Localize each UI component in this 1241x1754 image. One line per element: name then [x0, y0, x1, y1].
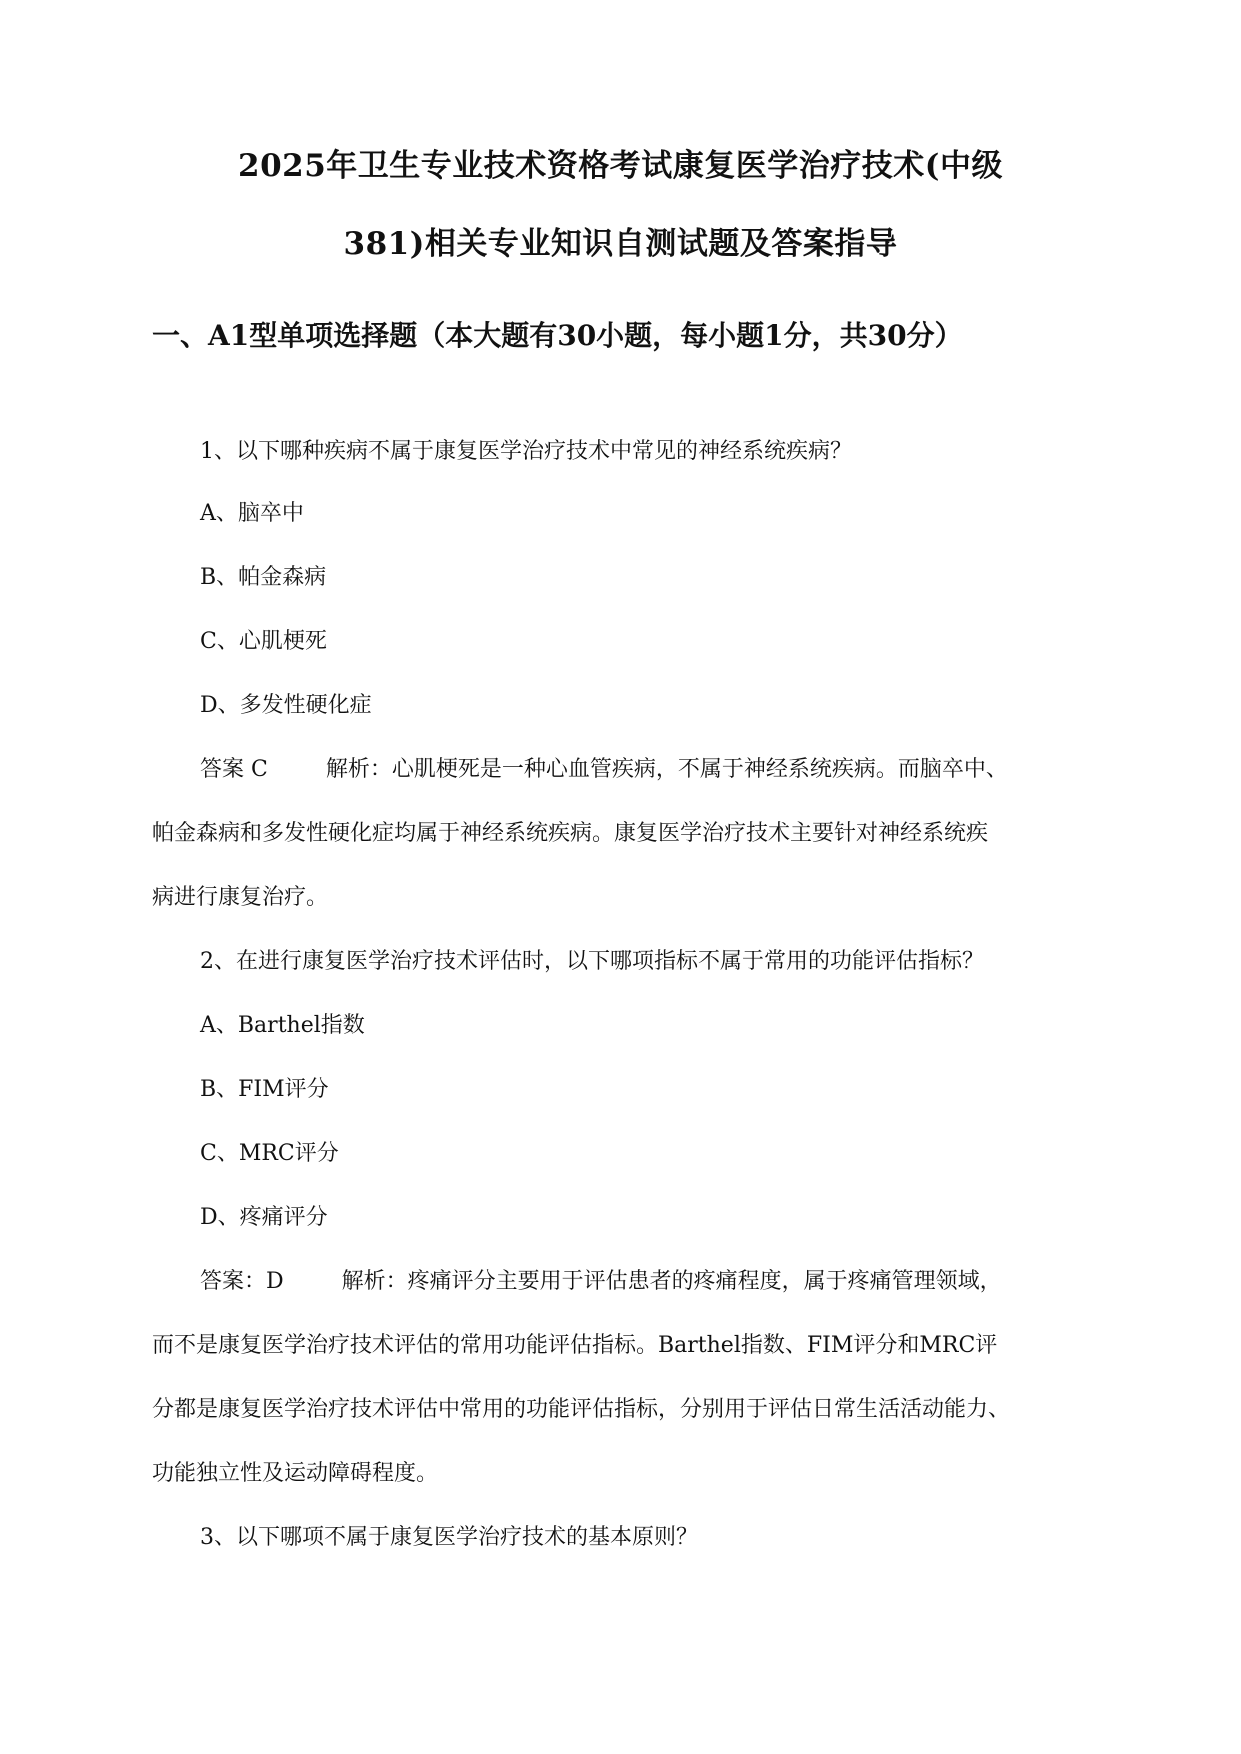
question-1-option-c: C、心肌梗死	[200, 629, 327, 654]
section-heading: 一、A1型单项选择题（本大题有30小题，每小题1分，共30分）	[152, 319, 963, 352]
question-3-stem: 3、以下哪项不属于康复医学治疗技术的基本原则？	[200, 1525, 698, 1550]
question-1-answer-line	[200, 759, 1008, 781]
question-2-option-b: B、FIM评分	[200, 1077, 329, 1102]
question-2-explanation-3: 分都是康复医学治疗技术评估中常用的功能评估指标，分别用于评估日常生活活动能力、	[152, 1397, 1011, 1422]
question-1-option-b: B、帕金森病	[200, 565, 327, 590]
question-1-stem: 1、以下哪种疾病不属于康复医学治疗技术中常见的神经系统疾病？	[200, 439, 852, 464]
question-1-explanation-2: 帕金森病和多发性硬化症均属于神经系统疾病。康复医学治疗技术主要针对神经系统疾	[152, 821, 989, 846]
question-1-option-d: D、多发性硬化症	[200, 693, 372, 718]
document-title-line-2: 381)相关专业知识自测试题及答案指导	[343, 226, 898, 262]
question-2-option-d: D、疼痛评分	[200, 1205, 328, 1230]
question-1-explanation-1: 解析：心肌梗死是一种心血管疾病，不属于神经系统疾病。而脑卒中、	[325, 757, 1008, 782]
question-2-explanation-4: 功能独立性及运动障碍程度。	[152, 1461, 439, 1486]
question-2-option-a: A、Barthel指数	[200, 1013, 365, 1038]
document-title-line-1: 2025年卫生专业技术资格考试康复医学治疗技术(中级	[238, 148, 1003, 184]
question-2-option-c: C、MRC评分	[200, 1141, 339, 1166]
question-1-explanation-3: 病进行康复治疗。	[152, 885, 329, 910]
question-1-option-a: A、脑卒中	[200, 501, 304, 526]
question-2-stem: 2、在进行康复医学治疗技术评估时，以下哪项指标不属于常用的功能评估指标？	[200, 949, 984, 974]
question-2-answer: 答案：D	[200, 1269, 284, 1294]
question-1-answer: 答案 C	[200, 757, 268, 782]
question-2-explanation-2: 而不是康复医学治疗技术评估的常用功能评估指标。Barthel指数、FIM评分和MRC评	[152, 1333, 998, 1358]
question-2-answer-line	[200, 1271, 1002, 1293]
question-2-explanation-1: 解析：疼痛评分主要用于评估患者的疼痛程度，属于疼痛管理领域，	[341, 1269, 1002, 1294]
